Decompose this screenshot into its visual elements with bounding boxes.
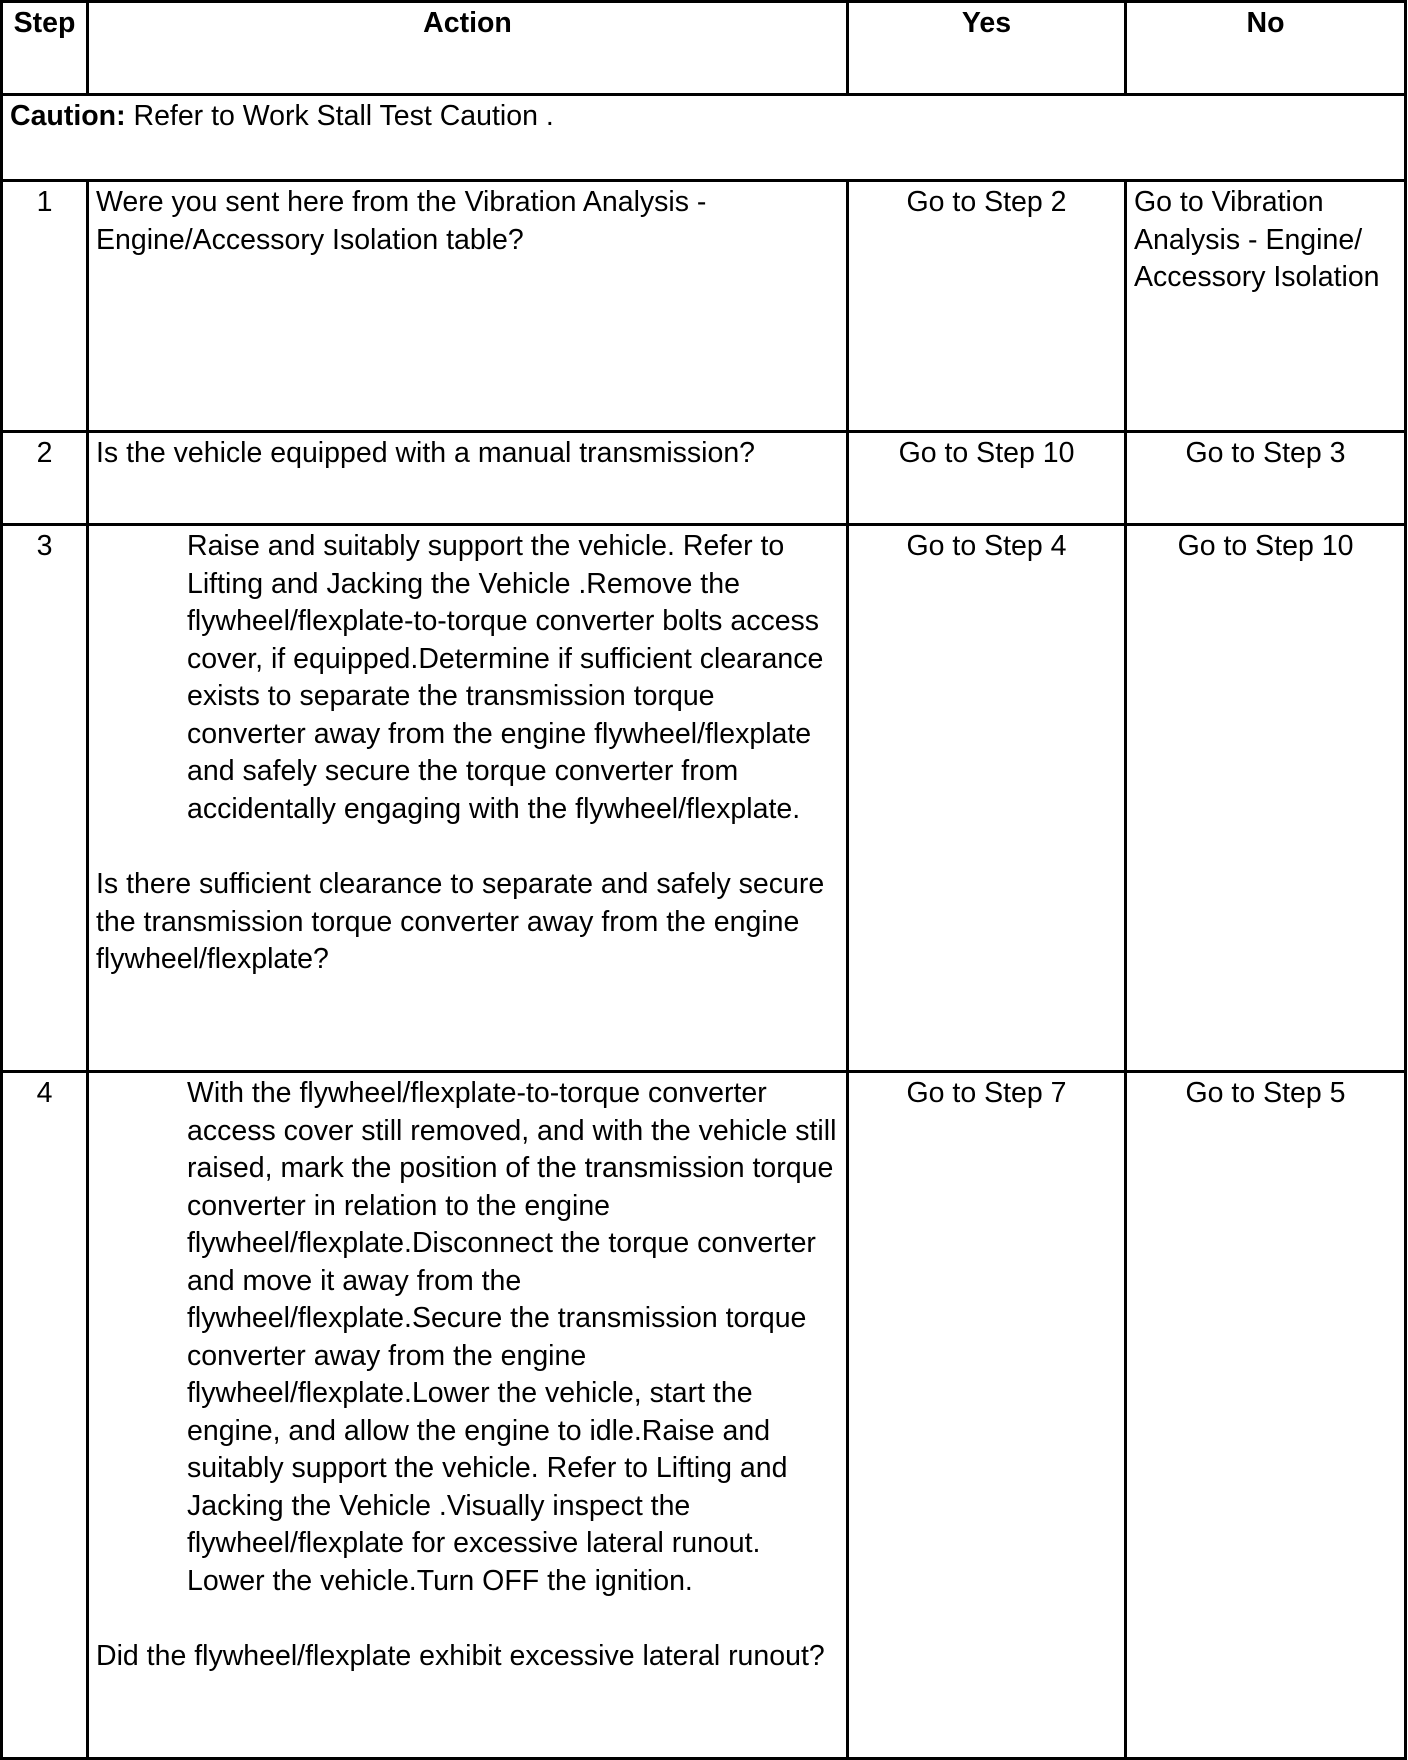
table-row-step-1 [2,181,1406,432]
no-result: Go to Step 3 [1126,432,1406,525]
action-question: Were you sent here from the Vibration Analysis - Engine/Accessory Isolation table? [96,186,707,256]
caution-cell [2,95,1406,181]
caution-label: Caution: [10,100,126,132]
action-cell [88,181,848,432]
header-action: Action [88,2,848,95]
step-number: 4 [2,1072,88,1759]
yes-result: Go to Step 10 [848,432,1126,525]
header-step: Step [2,2,88,95]
action-instructions: Raise and suitably support the vehicle. Refer to Lifting and Jacking the Vehicle .Remove the flywheel/flexplate-to-torque converter bolts access cover, if equipped.Determine if sufficient clearance exists to separate the transmission torque converter away from the engine flywheel/flexplate and safely secure the torque converter from accidentally engaging with the flywheel/flexplate. [187,530,824,825]
step-number: 1 [2,181,88,432]
header-row [2,2,1406,95]
action-question: Did the flywheel/flexplate exhibit excessive lateral runout? [96,1640,825,1672]
action-cell [88,1072,848,1759]
no-result: Go to Vibration Analysis - Engine/ Accessory Isolation [1126,181,1406,432]
header-yes: Yes [848,2,1126,95]
caution-row [2,95,1406,181]
table-row-step-2 [2,432,1406,525]
yes-result: Go to Step 2 [848,181,1126,432]
caution-text: Refer to Work Stall Test Caution . [125,100,554,132]
no-result: Go to Step 5 [1126,1072,1406,1759]
header-no: No [1126,2,1406,95]
yes-result: Go to Step 7 [848,1072,1126,1759]
table-row-step-4 [2,1072,1406,1759]
action-question: Is there sufficient clearance to separate and safely secure the transmission torque converter away from the engine flywheel/flexplate? [96,868,825,975]
step-number: 2 [2,432,88,525]
action-instructions: With the flywheel/flexplate-to-torque converter access cover still removed, and with the vehicle still raised, mark the position of the transmission torque converter in relation to the engine flywheel/flexplate.Disconnect the torque converter and move it away from the flywheel/flexplate.Secure the transmission torque converter away from the engine flywheel/flexplate.Lower the vehicle, start the engine, and allow the engine to idle.Raise and suitably support the vehicle. Refer to Lifting and Jacking the Vehicle .Visually inspect the flywheel/flexplate for excessive lateral runout. Lower the vehicle.Turn OFF the ignition. [187,1077,837,1597]
action-cell [88,525,848,1072]
action-cell [88,432,848,525]
step-number: 3 [2,525,88,1072]
table-row-step-3 [2,525,1406,1072]
no-result: Go to Step 10 [1126,525,1406,1072]
action-question: Is the vehicle equipped with a manual transmission? [96,437,756,469]
yes-result: Go to Step 4 [848,525,1126,1072]
